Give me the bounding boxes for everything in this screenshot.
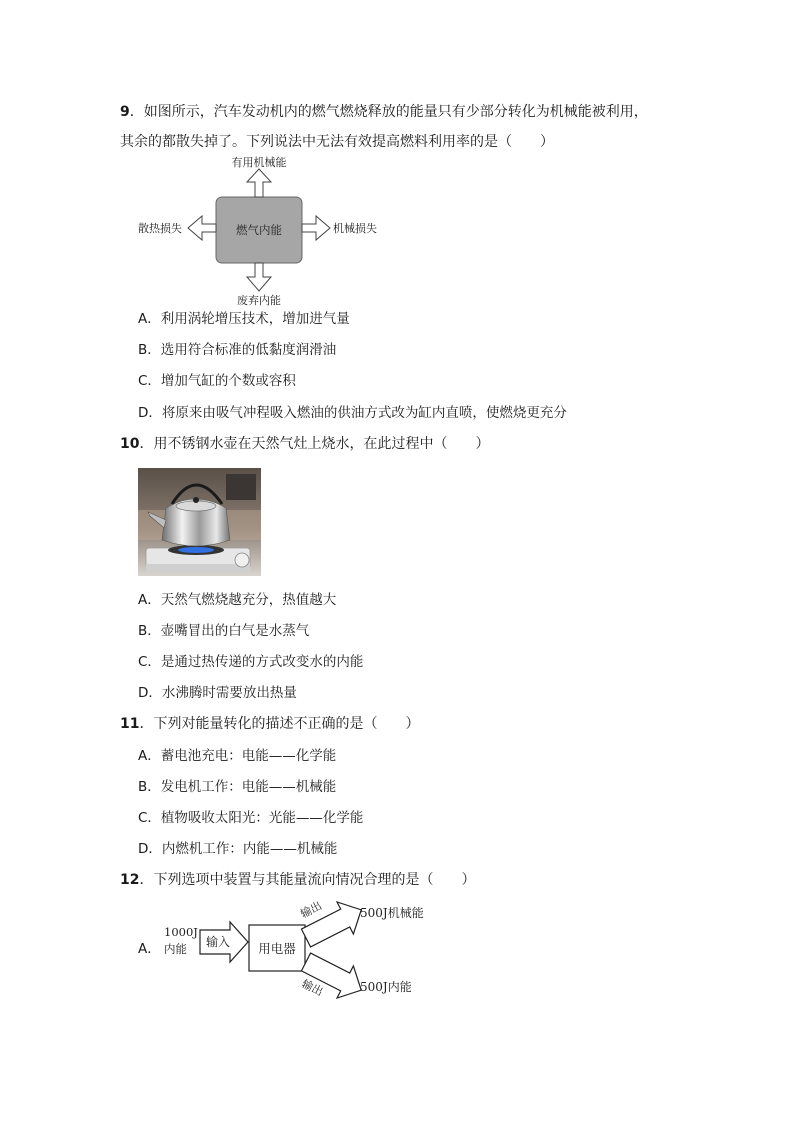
diagram-right-label: 机械损失 [333, 222, 377, 235]
input-amount-label: 1000J [164, 925, 198, 939]
q9-stem-line1: 9．如图所示，汽车发动机内的燃气燃烧释放的能量只有少部分转化为机械能被利用， [120, 104, 648, 120]
q10-option-b: B．壶嘴冒出的白气是水蒸气 [138, 623, 310, 639]
output-bottom-label: 500J内能 [360, 980, 412, 994]
arrow-down-icon [247, 263, 271, 291]
output-top-arrow-label: 输出 [298, 899, 324, 921]
input-kind-label: 内能 [164, 942, 187, 956]
q11-stem: 11．下列对能量转化的描述不正确的是（ ） [120, 716, 420, 732]
output-top-label: 500J机械能 [360, 906, 424, 920]
output-bottom-arrow-label: 输出 [299, 977, 326, 999]
q10-option-a: A．天然气燃烧越充分，热值越大 [138, 592, 337, 608]
q9-option-c: C．增加气缸的个数或容积 [138, 373, 296, 389]
q11-option-c: C．植物吸收太阳光：光能——化学能 [138, 810, 364, 826]
diagram-left-label: 散热损失 [138, 222, 182, 235]
q12-option-a-diagram [160, 898, 440, 1000]
input-arrow-label: 输入 [206, 935, 231, 949]
arrow-up-icon [247, 169, 271, 197]
kettle-photo [138, 468, 261, 576]
q12-option-a-letter: A． [138, 941, 161, 957]
q11-option-d: D．内燃机工作：内能——机械能 [138, 841, 338, 857]
q9-option-d: D．将原来由吸气冲程吸入燃油的供油方式改为缸内直喷，使燃烧更充分 [138, 405, 567, 421]
device-label: 用电器 [258, 941, 296, 956]
q10-option-d: D．水沸腾时需要放出热量 [138, 685, 297, 701]
q11-option-a: A．蓄电池充电：电能——化学能 [138, 748, 337, 764]
q10-stem: 10．用不锈钢水壶在天然气灶上烧水，在此过程中（ ） [120, 436, 490, 452]
q11-option-b: B．发电机工作：电能——机械能 [138, 779, 337, 795]
energy-flow-diagram [130, 152, 400, 308]
q9-option-a: A．利用涡轮增压技术，增加进气量 [138, 311, 350, 327]
q9-option-b: B．选用符合标准的低黏度润滑油 [138, 342, 337, 358]
arrow-right-icon [302, 216, 330, 240]
q10-option-c: C．是通过热传递的方式改变水的内能 [138, 654, 364, 670]
diagram-center-label: 燃气内能 [236, 223, 282, 237]
diagram-bottom-label: 废弃内能 [237, 294, 281, 307]
diagram-top-label: 有用机械能 [231, 156, 287, 169]
q12-stem: 12．下列选项中装置与其能量流向情况合理的是（ ） [120, 872, 476, 888]
q9-stem-line2: 其余的都散失掉了。下列说法中无法有效提高燃料利用率的是（ ） [120, 134, 554, 150]
arrow-left-icon [188, 216, 216, 240]
